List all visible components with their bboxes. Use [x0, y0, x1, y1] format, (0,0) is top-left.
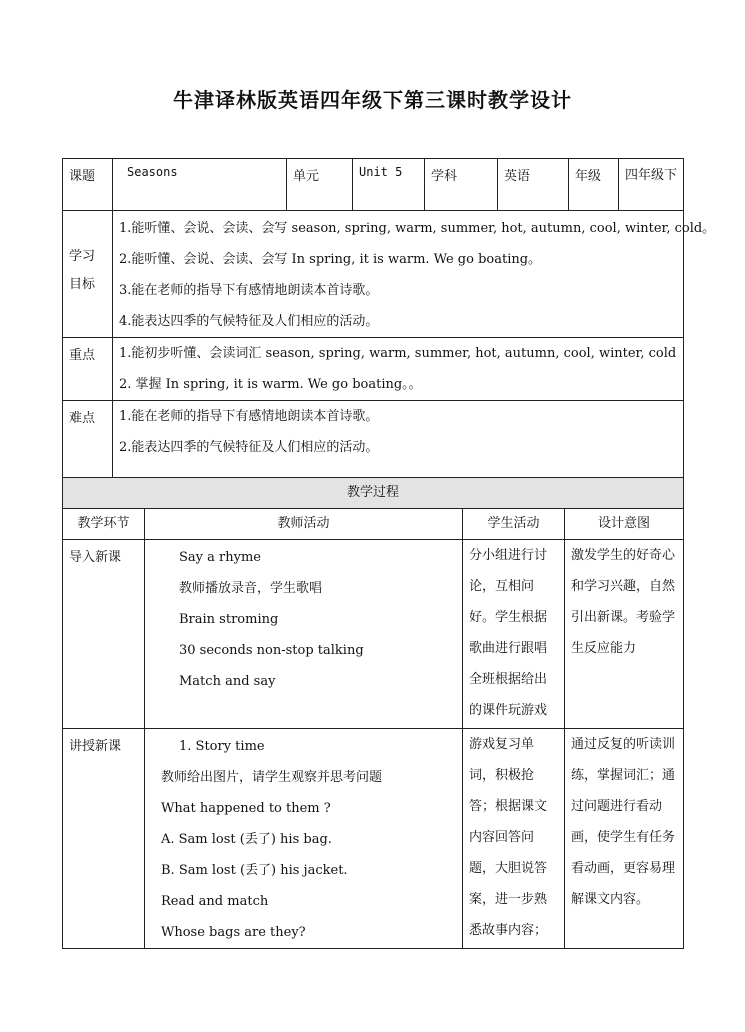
grade-value: 四年级下 [619, 159, 684, 211]
table-row [63, 729, 684, 949]
difficulty-item: 2.能表达四季的气候特征及人们相应的活动。 [119, 440, 379, 455]
grade-label: 年级 [569, 159, 619, 211]
goal-item: 3.能在老师的指导下有感情地朗读本首诗歌。 [119, 283, 379, 298]
teacher-cell [145, 729, 463, 949]
teacher-line: Brain stroming [179, 612, 279, 627]
teacher-line: What happened to them ? [161, 801, 331, 816]
teacher-line: 1. Story time [179, 739, 265, 754]
teacher-line: B. Sam lost (丢了) his jacket. [161, 863, 348, 878]
subject-label: 学科 [425, 159, 498, 211]
header-intent: 设计意图 [565, 509, 684, 540]
header-teacher: 教师活动 [145, 509, 463, 540]
info-table [62, 158, 716, 486]
document-title: 牛津译林版英语四年级下第三课时教学设计 [173, 88, 572, 112]
subject-value: 英语 [498, 159, 569, 211]
student-cell: 分小组进行讨论，互相问好。学生根据歌曲进行跟唱 全班根据给出的课件玩游戏 [463, 540, 565, 729]
student-cell: 游戏复习单词，积极抢答；根据课文内容回答问题，大胆说答案，进一步熟悉故事内容； [463, 729, 565, 949]
teacher-line: 教师播放录音，学生歌唱 [179, 581, 323, 596]
teacher-line: 30 seconds non-stop talking [179, 643, 364, 658]
header-stage: 教学环节 [63, 509, 145, 540]
teacher-cell [145, 540, 463, 729]
key-points-label: 重点 [63, 338, 113, 401]
intent-cell: 激发学生的好奇心和学习兴趣，自然引出新课。考验学生反应能力 [565, 540, 684, 729]
goal-item: 4.能表达四季的气候特征及人们相应的活动。 [119, 314, 379, 329]
teacher-line: Read and match [161, 894, 269, 909]
difficulties-content [113, 401, 684, 486]
teacher-line: Whose bags are they? [161, 925, 306, 940]
unit-label: 单元 [287, 159, 353, 211]
difficulties-label: 难点 [63, 401, 113, 486]
stage-cell: 讲授新课 [63, 729, 145, 949]
teacher-line: 教师给出图片，请学生观察并思考问题 [161, 770, 383, 785]
process-table [62, 477, 684, 949]
difficulty-item: 1.能在老师的指导下有感情地朗读本首诗歌。 [119, 409, 379, 424]
teacher-line: Match and say [179, 674, 276, 689]
stage-cell: 导入新课 [63, 540, 145, 729]
topic-value: Seasons [113, 159, 287, 211]
key-point-item: 1.能初步听懂、会读词汇 season, spring, warm, summer, hot, autumn, cool, winter, cold [119, 346, 677, 361]
key-point-item: 2. 掌握 In spring, it is warm. We go boating。。 [119, 377, 422, 392]
unit-value: Unit 5 [353, 159, 425, 211]
process-band: 教学过程 [63, 478, 684, 509]
teacher-line: A. Sam lost (丢了) his bag. [161, 832, 332, 847]
goals-label: 学习目标 [63, 211, 113, 338]
goals-content [113, 211, 716, 338]
topic-label: 课题 [63, 159, 113, 211]
header-student: 学生活动 [463, 509, 565, 540]
goal-item: 1.能听懂、会说、会读、会写 season, spring, warm, summer, hot, autumn, cool, winter, cold。 [119, 221, 716, 236]
goal-item: 2.能听懂、会说、会读、会写 In spring, it is warm. We go boating。 [119, 252, 542, 267]
table-row [63, 540, 684, 729]
teacher-line: Say a rhyme [179, 550, 261, 565]
intent-cell: 通过反复的听读训练，掌握词汇；通过问题进行看动画，使学生有任务看动画，更容易理解课文内容。 [565, 729, 684, 949]
key-points-content [113, 338, 684, 401]
